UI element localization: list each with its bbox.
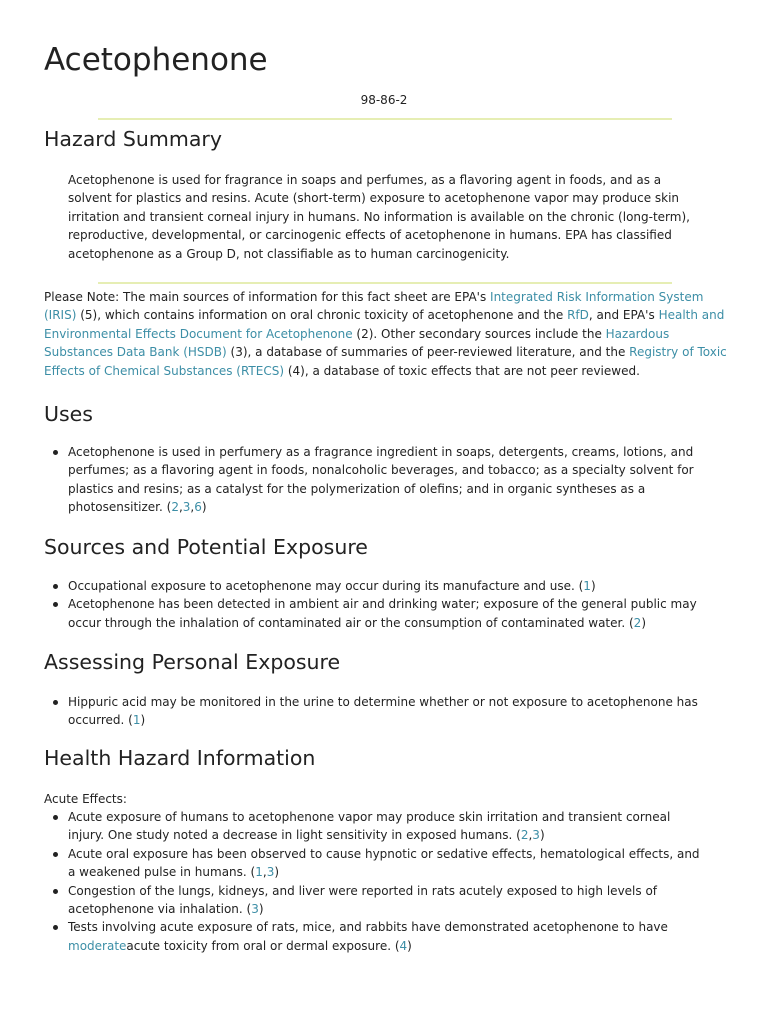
close-paren: )	[201, 500, 207, 515]
hazard-summary-text: Acetophenone is used for fragrance in soaps and perfumes, as a flavoring agent in foods, and as a solvent for plastics and resins. Acute (short-term) exposure to acetophenone vapor may produce skin irritation and transient corneal injury in humans. No information is available on the chronic (long-term), reproductive, developmental, or carcinogenic effects of acetophenone in humans. EPA has classified acetophenone as a Group D, not classifiable as to human carcinogenicity.	[68, 173, 690, 261]
ref-link[interactable]: 2	[633, 615, 642, 630]
item-text: Acute oral exposure has been observed to cause hypnotic or sedative effects, hematological effects, and a weakened pulse in humans. (	[68, 846, 700, 880]
ref-link[interactable]: 4	[399, 938, 408, 953]
close-paren: )	[539, 828, 545, 843]
sources-note	[44, 288, 734, 380]
divider	[98, 282, 672, 284]
separator: ,	[262, 865, 267, 880]
list-item	[44, 595, 704, 632]
heading-uses: Uses	[44, 402, 93, 426]
close-paren: )	[641, 615, 646, 630]
heading-health-hazard: Health Hazard Information	[44, 746, 316, 770]
page-title: Acetophenone	[44, 42, 268, 78]
separator: ,	[190, 500, 195, 515]
list-item	[44, 443, 704, 517]
divider	[98, 118, 672, 120]
separator: ,	[528, 828, 533, 843]
ref-link[interactable]: 1	[255, 865, 263, 880]
list-item	[44, 845, 704, 882]
ref-link[interactable]: 3	[266, 865, 275, 880]
link-heed[interactable]: Health and Environmental Effects Document for Acetophenone	[44, 308, 725, 341]
ref-link[interactable]: 3	[251, 902, 259, 917]
note-text: (5), which contains information on oral chronic toxicity of acetophenone and the	[76, 308, 568, 323]
note-text: Please Note: The main sources of information for this fact sheet are EPA's	[44, 290, 491, 304]
heading-hazard-summary: Hazard Summary	[44, 127, 222, 151]
link-rtecs[interactable]: Registry of Toxic Effects of Chemical Substances (RTECS)	[44, 345, 727, 378]
item-text: acute toxicity from oral or dermal exposure. (	[126, 938, 400, 953]
link-hsdb[interactable]: Hazardous Substances Data Bank (HSDB)	[44, 326, 670, 360]
heading-assessing-exposure: Assessing Personal Exposure	[44, 650, 341, 674]
item-text: Acetophenone is used in perfumery as a fragrance ingredient in soaps, detergents, creams, lotions, and perfumes; as a flavoring agent in foods, nonalcoholic beverages, and tobacco; as a specialty solvent for plastics and resins; as a catalyst for the polymerization of olefins; and in organic syntheses as a photosensitizer. (	[68, 445, 694, 515]
item-text: Acetophenone has been detected in ambient air and drinking water; exposure of the general public may occur through the inhalation of contaminated air or the consumption of contaminated water. (	[68, 597, 697, 630]
list-item	[44, 918, 704, 955]
note-text: , and EPA's	[588, 308, 659, 323]
list-item	[44, 808, 704, 845]
item-text: Hippuric acid may be monitored in the urine to determine whether or not exposure to acetophenone has occurred. (	[68, 695, 698, 728]
list-item	[44, 693, 704, 730]
ref-link[interactable]: 1	[132, 713, 141, 728]
uses-list	[44, 443, 704, 517]
heading-sources-exposure: Sources and Potential Exposure	[44, 535, 368, 559]
link-rfd[interactable]: RfD	[567, 308, 589, 323]
acute-effects-list	[44, 808, 704, 955]
ref-link[interactable]: 2	[171, 500, 179, 515]
ref-link[interactable]: 6	[194, 500, 202, 515]
link-moderate[interactable]: moderate	[68, 938, 127, 953]
close-paren: )	[258, 902, 264, 917]
link-iris[interactable]: Integrated Risk Information System (IRIS)	[44, 290, 704, 323]
close-paren: )	[274, 865, 280, 880]
acute-effects-label: Acute Effects:	[44, 792, 127, 806]
assessing-list	[44, 693, 704, 730]
list-item	[44, 577, 704, 595]
item-text: Occupational exposure to acetophenone may occur during its manufacture and use. (	[68, 579, 584, 593]
note-text: (2). Other secondary sources include the	[352, 326, 606, 341]
ref-link[interactable]: 3	[182, 500, 191, 515]
close-paren: )	[140, 713, 146, 728]
ref-link[interactable]: 2	[520, 828, 529, 843]
ref-link[interactable]: 3	[532, 828, 540, 843]
item-text: Congestion of the lungs, kidneys, and liver were reported in rats acutely exposed to high levels of acetophenone via inhalation. (	[68, 883, 658, 917]
close-paren: )	[590, 579, 596, 593]
item-text: Acute exposure of humans to acetophenone vapor may produce skin irritation and transient corneal injury. One study noted a decrease in light sensitivity in exposed humans. (	[68, 810, 671, 843]
item-text: Tests involving acute exposure of rats, mice, and rabbits have demonstrated acetophenone to have	[68, 920, 668, 935]
ref-link[interactable]: 1	[583, 579, 591, 593]
sources-list	[44, 577, 704, 632]
cas-number: 98-86-2	[360, 93, 408, 107]
note-text: (3), a database of summaries of peer-reviewed literature, and the	[226, 345, 630, 360]
list-item	[44, 882, 704, 919]
close-paren: )	[407, 938, 412, 953]
note-text: (4), a database of toxic effects that are not peer reviewed.	[284, 363, 640, 378]
separator: ,	[178, 500, 183, 515]
